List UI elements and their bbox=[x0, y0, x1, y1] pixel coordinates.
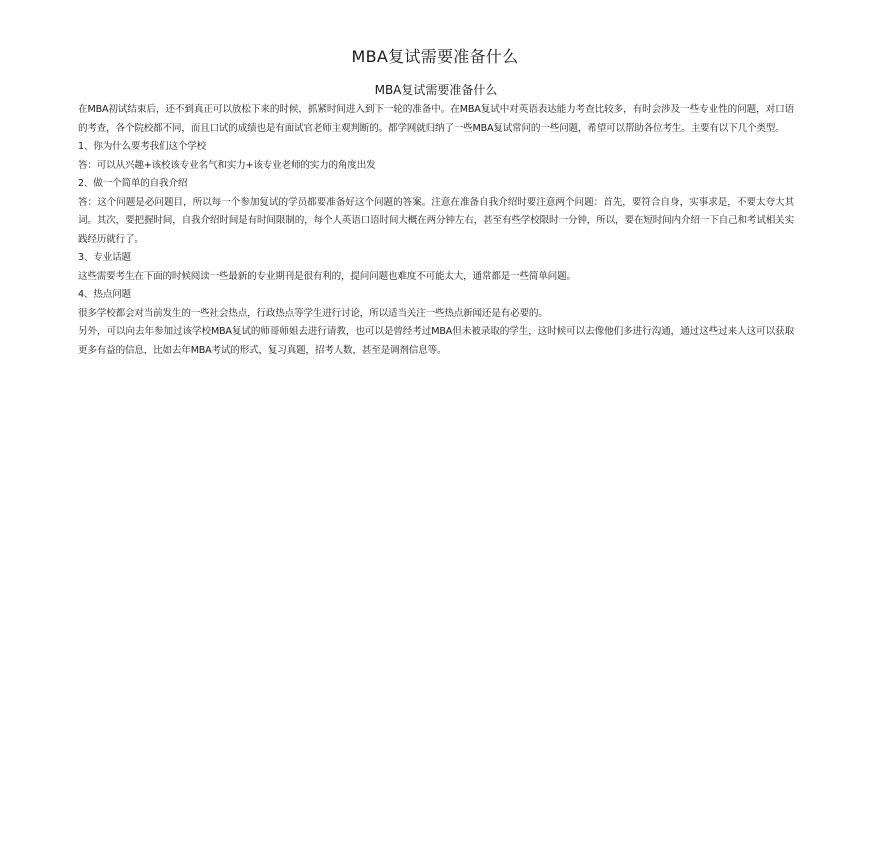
answer-4-paragraph: 很多学校都会对当前发生的一些社会热点，行政热点等学生进行讨论，所以适当关注一些热点新闻还是有必要的。 bbox=[78, 307, 548, 319]
answer-2-paragraph: 答：这个问题是必问题目，所以每一个参加复试的学员都要准备好这个问题的答案。注意在准备自我介绍时要注意两个问题：首先，要符合自身，实事求是，不要太夸大其词。其次，要把握时间，自我介绍时间是有时间限制的，每个人英语口语时间大概在两分钟左右，甚至有些学校限时一分钟，所以，要在短时间内介绍一下自己和考试相关实践经历就行了。 bbox=[78, 196, 794, 245]
question-4-heading: 4、热点问题 bbox=[78, 289, 131, 300]
article-body bbox=[78, 82, 794, 360]
answer-3-paragraph: 这些需要考生在下面的时候阅读一些最新的专业期刊是很有利的，提问问题也难度不可能太大，通常都是一些简单问题。 bbox=[78, 270, 576, 282]
answer-1-paragraph: 答：可以从兴趣+该校该专业名气和实力+该专业老师的实力的角度出发 bbox=[78, 159, 376, 171]
closing-paragraph: 另外，可以向去年参加过该学校MBA复试的师哥师姐去进行请教，也可以是曾经考过MBA但未被录取的学生，这时候可以去像他们多进行沟通，通过这些过来人这可以获取更多有益的信息，比如去年MBA考试的形式，复习真题，招考人数，甚至是调剂信息等。 bbox=[78, 326, 794, 356]
page-title: MBA复试需要准备什么 bbox=[351, 47, 519, 66]
intro-paragraph: 在MBA初试结束后，还不到真正可以放松下来的时候，抓紧时间进入到下一轮的准备中。在MBA复试中对英语表达能力考查比较多，有时会涉及一些专业性的问题，对口语的考查，各个院校都不同，而且口试的成绩也是有面试官老师主观判断的。都学网就归纳了一些MBA复试常问的一些问题，希望可以帮助各位考生。主要有以下几个类型。 bbox=[78, 104, 794, 134]
question-3-heading: 3、专业话题 bbox=[78, 252, 131, 263]
question-2-heading: 2、做一个简单的自我介绍 bbox=[78, 178, 188, 189]
question-1-heading: 1、你为什么要考我们这个学校 bbox=[78, 141, 207, 152]
article-title: MBA复试需要准备什么 bbox=[374, 83, 498, 97]
